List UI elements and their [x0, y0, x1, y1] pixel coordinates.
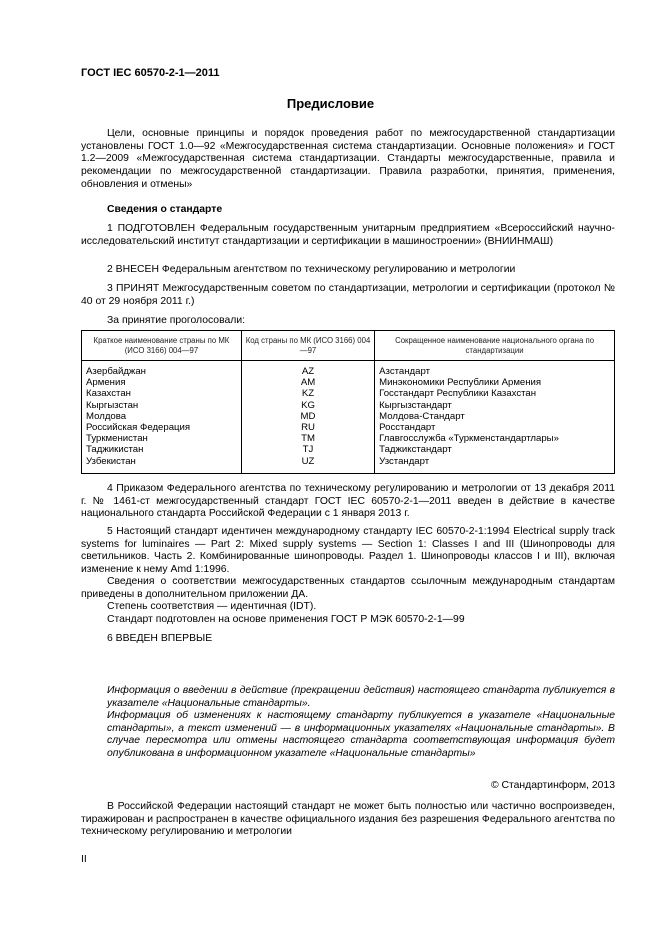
- country-cell: Молдова: [82, 411, 242, 422]
- legal-notice: В Российской Федерации настоящий стандарт не может быть полностью или частично воспроизведен, тиражирован и распространен в качестве официального издания без разрешения Федерального агентства по техническому регулированию и метрологии: [81, 801, 615, 838]
- code-cell: AZ: [241, 361, 374, 378]
- code-cell: AM: [241, 377, 374, 388]
- table-row: [82, 422, 615, 433]
- table-row: [82, 388, 615, 399]
- member-states-table: [81, 330, 615, 474]
- item-1: 1 ПОДГОТОВЛЕН Федеральным государственным унитарным предприятием «Всероссийский научно-исследовательский институт стандартизации и сертификации в машиностроении» (ВНИИНМАШ): [81, 223, 615, 247]
- item-6: 6 ВВЕДЕН ВПЕРВЫЕ: [107, 633, 213, 644]
- page-title: Предисловие: [286, 96, 375, 111]
- body-cell: Росстандарт: [375, 422, 615, 433]
- body-cell: Узстандарт: [375, 456, 615, 474]
- body-cell: Минэкономики Республики Армения: [375, 377, 615, 388]
- code-cell: KZ: [241, 388, 374, 399]
- country-cell: Узбекистан: [82, 456, 242, 474]
- country-cell: Таджикистан: [82, 444, 242, 455]
- item-5-references: Сведения о соответствии межгосударственных стандартов ссылочным международным стандартам приведены в дополнительном приложении ДА.: [81, 576, 615, 600]
- table-row: [82, 400, 615, 411]
- vote-label: За принятие проголосовали:: [107, 315, 246, 326]
- item-3: 3 ПРИНЯТ Межгосударственным советом по стандартизации, метрологии и сертификации (протокол № 40 от 29 ноября 2011 г.): [81, 283, 615, 307]
- body-cell: Таджикстандарт: [375, 444, 615, 455]
- body-cell: Кыргызстандарт: [375, 400, 615, 411]
- country-cell: Казахстан: [82, 388, 242, 399]
- table-row: [82, 433, 615, 444]
- info-paragraph-2: Информация об изменениях к настоящему стандарту публикуется в указателе «Национальные стандарты», а текст изменений — в информационных указателях «Национальные стандарты». В случае пересмотра или отмены настоящего стандарта соответствующая информация будет опубликована в информационном указателе «Национальные стандарты»: [107, 710, 615, 760]
- table-header-row: [82, 331, 615, 361]
- code-cell: UZ: [241, 456, 374, 474]
- country-cell: Азербайджан: [82, 361, 242, 378]
- intro-paragraph: Цели, основные принципы и порядок проведения работ по межгосударственной стандартизации установлены ГОСТ 1.0—92 «Межгосударственная система стандартизации. Основные положения» и ГОСТ 1.2—2009 «Межгосударственная система стандартизации. Стандарты межгосударственные, правила и рекомендации по межгосударственной стандартизации. Правила разработки, принятия, применения, обновления и отмены»: [81, 128, 615, 190]
- item-5: 5 Настоящий стандарт идентичен международному стандарту IEC 60570-2-1:1994 Electrical supply track systems for luminaires — Part 2: Mixed supply systems — Section 1: Classes I and III (Шинопроводы для светильников. Часть 2. Комбинированные шинопроводы. Раздел 1. Шинопроводы классов I и III), включая изменение к нему Amd 1:1996.: [81, 526, 615, 576]
- section-heading: Сведения о стандарте: [107, 204, 223, 215]
- country-cell: Кыргызстан: [82, 400, 242, 411]
- code-cell: MD: [241, 411, 374, 422]
- table-row: [82, 411, 615, 422]
- item-4: 4 Приказом Федерального агентства по техническому регулированию и метрологии от 13 декабря 2011 г. № 1461-ст межгосударственный стандарт ГОСТ IEC 60570-2-1—2011 введен в действие в качестве национального стандарта Российской Федерации с 1 января 2013 г.: [81, 483, 615, 520]
- table-header-country: Краткое наименование страны по МК (ИСО 3166) 004—97: [82, 331, 242, 361]
- item-2: 2 ВНЕСЕН Федеральным агентством по техническому регулированию и метрологии: [107, 264, 516, 275]
- code-cell: RU: [241, 422, 374, 433]
- table-row: [82, 377, 615, 388]
- item-5-basis: Стандарт подготовлен на основе применения ГОСТ Р МЭК 60570-2-1—99: [107, 614, 465, 625]
- code-cell: TJ: [241, 444, 374, 455]
- body-cell: Азстандарт: [375, 361, 615, 378]
- document-header: ГОСТ IEC 60570-2-1—2011: [81, 67, 220, 79]
- page-number: II: [81, 854, 87, 865]
- info-paragraph-1: Информация о введении в действие (прекращении действия) настоящего стандарта публикуется в указателе «Национальные стандарты».: [107, 685, 615, 709]
- country-cell: Российская Федерация: [82, 422, 242, 433]
- code-cell: KG: [241, 400, 374, 411]
- table-row: [82, 456, 615, 474]
- table-row: [82, 444, 615, 455]
- body-cell: Молдова-Стандарт: [375, 411, 615, 422]
- table-header-body: Сокращенное наименование национального органа по стандартизации: [375, 331, 615, 361]
- body-cell: Главгосслужба «Туркменстандартлары»: [375, 433, 615, 444]
- table-row: [82, 361, 615, 378]
- country-cell: Туркменистан: [82, 433, 242, 444]
- code-cell: TM: [241, 433, 374, 444]
- country-cell: Армения: [82, 377, 242, 388]
- body-cell: Госстандарт Республики Казахстан: [375, 388, 615, 399]
- item-5-conformity: Степень соответствия — идентичная (IDT).: [107, 601, 317, 612]
- copyright: © Стандартинформ, 2013: [490, 780, 615, 791]
- table-header-code: Код страны по МК (ИСО 3166) 004—97: [241, 331, 374, 361]
